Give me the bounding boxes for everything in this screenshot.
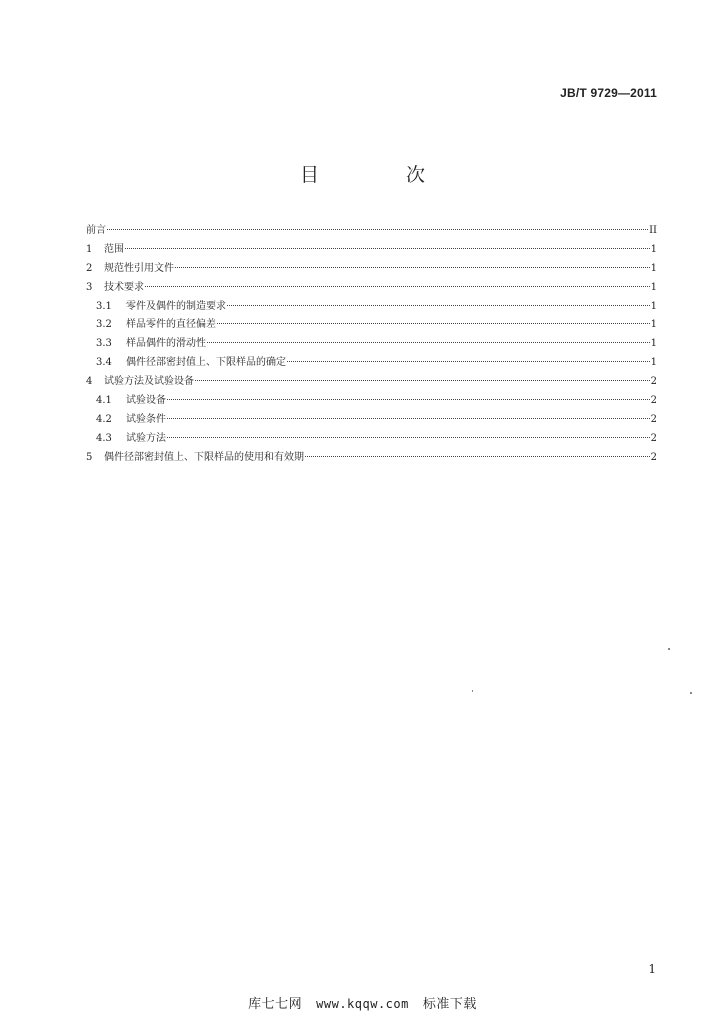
- toc-entry-page: 1: [650, 243, 657, 255]
- toc-leader-dots: [305, 456, 650, 457]
- toc-entry-page: 2: [650, 376, 657, 388]
- toc-entry-number: 3.4: [96, 357, 112, 369]
- toc-entry-label: 试验方法: [126, 432, 166, 444]
- scan-speck: [690, 692, 692, 694]
- toc-entry[interactable]: [86, 372, 657, 391]
- toc-entry-label: 范围: [104, 243, 124, 255]
- toc-entry-number: 3.2: [96, 319, 112, 331]
- footer-site-name: 库七七网: [248, 997, 303, 1012]
- toc-leader-dots: [207, 342, 650, 343]
- toc-entry[interactable]: [86, 259, 657, 278]
- page-title: 目 次: [299, 164, 459, 186]
- standard-number: JB/T 9729—2011: [560, 86, 657, 100]
- toc-entry-label: 规范性引用文件: [104, 262, 174, 274]
- toc-leader-dots: [175, 267, 650, 268]
- toc-entry-page: 2: [650, 413, 657, 425]
- scan-speck: [668, 648, 670, 650]
- toc-leader-dots: [167, 418, 650, 419]
- footer-download-text: 标准下载: [422, 997, 477, 1012]
- toc-leader-dots: [167, 437, 650, 438]
- page-number: 1: [648, 962, 656, 976]
- toc-entry-label: 前言: [86, 225, 106, 236]
- toc-entry-label: 偶件径部密封值上、下限样品的使用和有效期: [104, 451, 304, 463]
- toc-entry-number: 4: [86, 376, 93, 388]
- toc-entry-page: 2: [650, 451, 657, 463]
- toc-entry-label: 样品零件的直径偏差: [126, 319, 216, 331]
- toc-entry-number: 5: [86, 451, 93, 463]
- toc-entry-label: 试验条件: [126, 413, 166, 425]
- toc-entry-label: 零件及偶件的制造要求: [126, 300, 226, 312]
- toc-entry-page: 1: [650, 262, 657, 274]
- toc-entry[interactable]: [86, 353, 657, 372]
- toc-entry-label: 试验设备: [126, 395, 166, 407]
- table-of-contents: [86, 221, 657, 467]
- toc-entry-page: 1: [650, 319, 657, 331]
- toc-entry-page: 1: [650, 281, 657, 293]
- toc-entry[interactable]: [86, 240, 657, 259]
- toc-entry-page: 2: [650, 432, 657, 444]
- toc-leader-dots: [227, 305, 650, 306]
- toc-entry-number: 3: [86, 281, 93, 293]
- toc-entry-number: 1: [86, 243, 93, 255]
- toc-entry-number: 4.1: [96, 395, 112, 407]
- toc-entry[interactable]: [86, 315, 657, 334]
- toc-entry-page: 2: [650, 395, 657, 407]
- toc-leader-dots: [107, 229, 648, 230]
- toc-entry[interactable]: [86, 221, 657, 240]
- toc-entry-number: 3.1: [96, 300, 112, 312]
- toc-entry-number: 3.3: [96, 338, 112, 350]
- footer-url: www.kqqw.com: [316, 997, 409, 1011]
- toc-entry-page: 1: [650, 338, 657, 350]
- toc-entry-label: 技术要求: [104, 281, 144, 293]
- toc-leader-dots: [167, 399, 650, 400]
- toc-entry-label: 偶件径部密封值上、下限样品的确定: [126, 357, 286, 369]
- toc-entry-page: 1: [650, 300, 657, 312]
- toc-entry[interactable]: [86, 334, 657, 353]
- toc-leader-dots: [287, 361, 650, 362]
- toc-entry-number: 2: [86, 262, 93, 274]
- toc-leader-dots: [125, 248, 650, 249]
- toc-leader-dots: [217, 323, 650, 324]
- toc-entry-page: II: [649, 225, 657, 236]
- toc-entry[interactable]: [86, 297, 657, 316]
- footer-watermark: [0, 993, 725, 1012]
- toc-entry[interactable]: [86, 278, 657, 297]
- toc-entry-page: 1: [650, 357, 657, 369]
- toc-entry[interactable]: [86, 410, 657, 429]
- toc-entry-number: 4.2: [96, 413, 112, 425]
- toc-entry[interactable]: [86, 391, 657, 410]
- toc-entry-label: 试验方法及试验设备: [104, 376, 194, 388]
- toc-leader-dots: [145, 286, 650, 287]
- toc-entry[interactable]: [86, 429, 657, 448]
- toc-entry[interactable]: [86, 448, 657, 467]
- toc-entry-number: 4.3: [96, 432, 112, 444]
- scan-speck: [472, 690, 473, 692]
- toc-entry-label: 样品偶件的滑动性: [126, 338, 206, 350]
- toc-leader-dots: [195, 380, 650, 381]
